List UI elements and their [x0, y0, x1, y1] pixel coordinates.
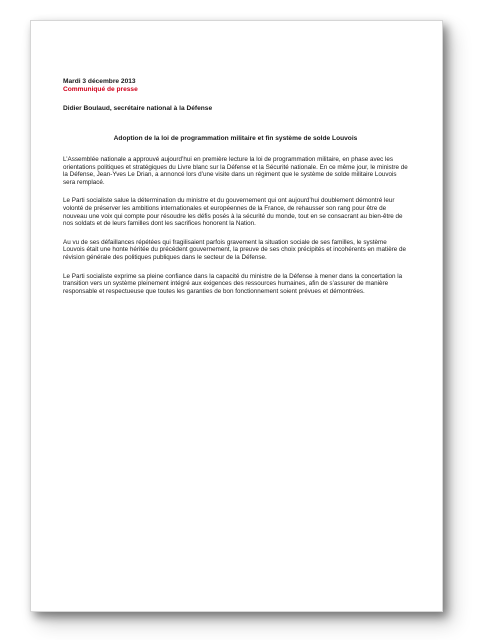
author-line: Didier Boulaud, secrétaire national à la Défense — [63, 105, 213, 112]
body-paragraph-2: Le Parti socialiste salue la détermination du ministre et du gouvernement qui ont aujourd’hui doublement démontré leur volonté de préserver les ambitions internationales et européennes de la France, de rehausser son rang pour être de nouveau une voix qui compte pour résoudre les défis posés à la sécurité du monde, tout en se consacrant au bien-être de nos soldats et de leurs familles dont les sacrifices honorent la Nation. — [63, 197, 403, 228]
document-page — [30, 20, 443, 612]
document-content — [63, 78, 408, 295]
press-release-title: Adoption de la loi de programmation militaire et fin système de solde Louvois — [113, 135, 358, 142]
body-paragraph-4: Le Parti socialiste exprime sa pleine confiance dans la capacité du ministre de la Défense à mener dans la concertation la transition vers un système pleinement intégré aux exigences des ressources humaines, afin de s’assurer de manière responsable et respectueuse que toutes les garanties de bon fonctionnement soient prévues et démontrées. — [63, 272, 403, 295]
press-release-date: Mardi 3 décembre 2013 — [63, 78, 136, 85]
body-paragraph-1: L’Assemblée nationale a approuvé aujourd’hui en première lecture la loi de programmation militaire, en phase avec les orientations politiques et stratégiques du Livre blanc sur la Défense et la Sécurité nationale. En ce même jour, le ministre de la Défense, Jean-Yves Le Drian, a annoncé lors d’une visite dans un régiment que le système de solde militaire Louvois sera remplacé. — [63, 156, 408, 186]
body-paragraph-3: Au vu de ses défaillances répétées qui fragilisaient parfois gravement la situation sociale de ses familles, le système Louvois était une honte héritée du précédent gouvernement, la preuve de ses choix précipités et incohérents en matière de révision générale des politiques publiques dans le secteur de la Défense. — [63, 238, 407, 261]
press-release-label: Communiqué de presse — [63, 86, 138, 93]
